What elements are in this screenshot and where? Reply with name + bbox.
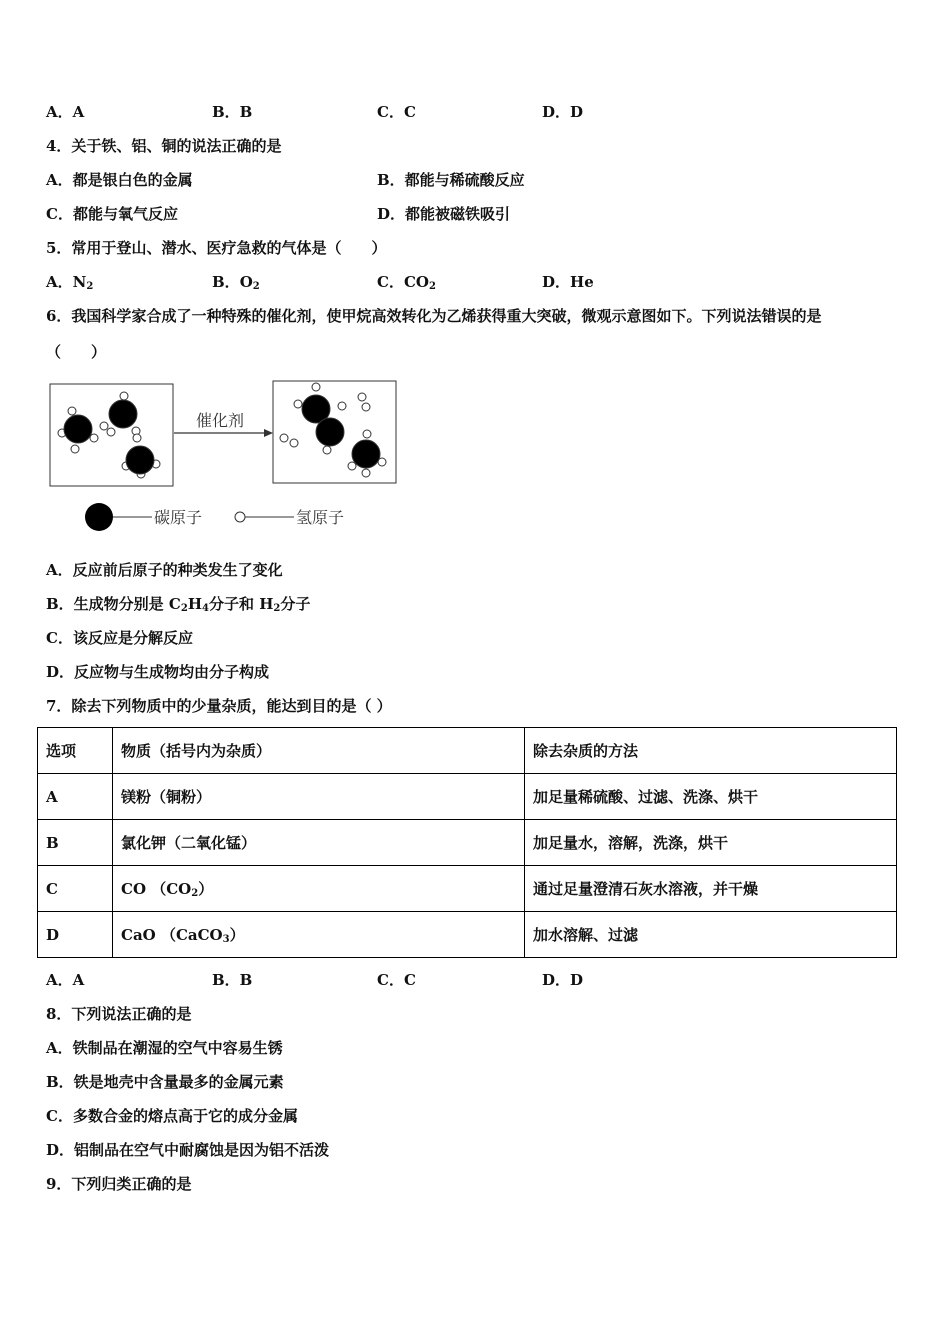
catalyst-label: 催化剂 [196, 411, 245, 430]
q7-option-c: C．C [377, 971, 416, 989]
q5-option-a: A．$N_2$ [46, 273, 94, 292]
legend-hydrogen-label: 氢原子 [296, 508, 345, 527]
row-substance: CaO （CaCO$_3$） [113, 912, 525, 958]
table-row [38, 820, 897, 866]
header-option: 选项 [38, 728, 113, 774]
table-header-row [38, 728, 897, 774]
row-method: 加水溶解、过滤 [525, 912, 897, 958]
hydrogen-atom-legend-icon [235, 512, 245, 522]
row-substance: 镁粉（铜粉） [113, 774, 525, 820]
q8-option-c: C．多数合金的熔点高于它的成分金属 [46, 1107, 298, 1125]
table-row [38, 866, 897, 912]
q7-option-b: B．B [212, 971, 253, 989]
q3-option-b: B．B [212, 103, 253, 121]
carbon-atom-legend-icon [85, 503, 113, 531]
table-row [38, 774, 897, 820]
q4-option-c: C．都能与氧气反应 [46, 205, 178, 223]
row-method: 加足量稀硫酸、过滤、洗涤、烘干 [525, 774, 897, 820]
ethylene-molecule [294, 383, 346, 454]
q9-stem: 9．下列归类正确的是 [46, 1175, 192, 1193]
methane-molecule [100, 392, 140, 436]
row-option: B [38, 820, 113, 866]
q3-option-c: C．C [377, 103, 416, 121]
q3-option-d: D．D [542, 103, 584, 121]
q6-stem-line1: 6．我国科学家合成了一种特殊的催化剂，使甲烷高效转化为乙烯获得重大突破，微观示意图如下。下列说法错误的是 [46, 307, 822, 325]
q8-option-d: D．铝制品在空气中耐腐蚀是因为铝不活泼 [46, 1141, 330, 1159]
q8-option-a: A．铁制品在潮湿的空气中容易生锈 [46, 1039, 283, 1057]
q7-table [37, 727, 897, 958]
arrowhead-icon [264, 429, 273, 437]
q6-stem-line2: （ ） [46, 343, 107, 361]
q4-option-a: A．都是银白色的金属 [46, 171, 193, 189]
q5-option-b: B．$O_2$ [212, 273, 260, 292]
hydrogen-molecule [348, 430, 386, 477]
header-method: 除去杂质的方法 [525, 728, 897, 774]
row-method: 加足量水，溶解，洗涤，烘干 [525, 820, 897, 866]
q6-option-d: D．反应物与生成物均由分子构成 [46, 663, 270, 681]
q7-stem: 7．除去下列物质中的少量杂质，能达到目的是（ ） [46, 697, 392, 715]
q8-option-b: B．铁是地壳中含量最多的金属元素 [46, 1073, 284, 1091]
methane-molecule [122, 434, 160, 478]
row-option: D [38, 912, 113, 958]
q3-option-a: A．A [46, 103, 85, 121]
hydrogen-molecule [358, 393, 370, 411]
q5-stem: 5．常用于登山、潜水、医疗急救的气体是（ ） [46, 239, 387, 257]
legend-carbon-label: 碳原子 [154, 508, 203, 527]
methane-molecule [58, 407, 98, 453]
row-option: A [38, 774, 113, 820]
table-row [38, 912, 897, 958]
q7-option-d: D．D [542, 971, 584, 989]
row-method: 通过足量澄清石灰水溶液，并干燥 [525, 866, 897, 912]
row-option: C [38, 866, 113, 912]
q6-option-c: C．该反应是分解反应 [46, 629, 193, 647]
q8-stem: 8．下列说法正确的是 [46, 1005, 192, 1023]
q7-option-a: A．A [46, 971, 85, 989]
q5-option-d: D．He [542, 273, 594, 291]
q4-option-b: B．都能与稀硫酸反应 [377, 171, 525, 189]
q6-option-a: A．反应前后原子的种类发生了变化 [46, 561, 283, 579]
q6-option-b: B．生成物分别是 $C_2H_4$分子和 $H_2$分子 [46, 595, 311, 614]
hydrogen-molecule [280, 434, 298, 447]
header-substance: 物质（括号内为杂质） [113, 728, 525, 774]
row-substance: 氯化钾（二氧化锰） [113, 820, 525, 866]
row-substance: CO $(CO_2)$ [113, 866, 525, 912]
q5-option-c: C．$CO_2$ [377, 273, 436, 292]
q6-molecule-diagram [46, 376, 406, 536]
q4-stem: 4．关于铁、铝、铜的说法正确的是 [46, 137, 282, 155]
q4-option-d: D．都能被磁铁吸引 [377, 205, 511, 223]
